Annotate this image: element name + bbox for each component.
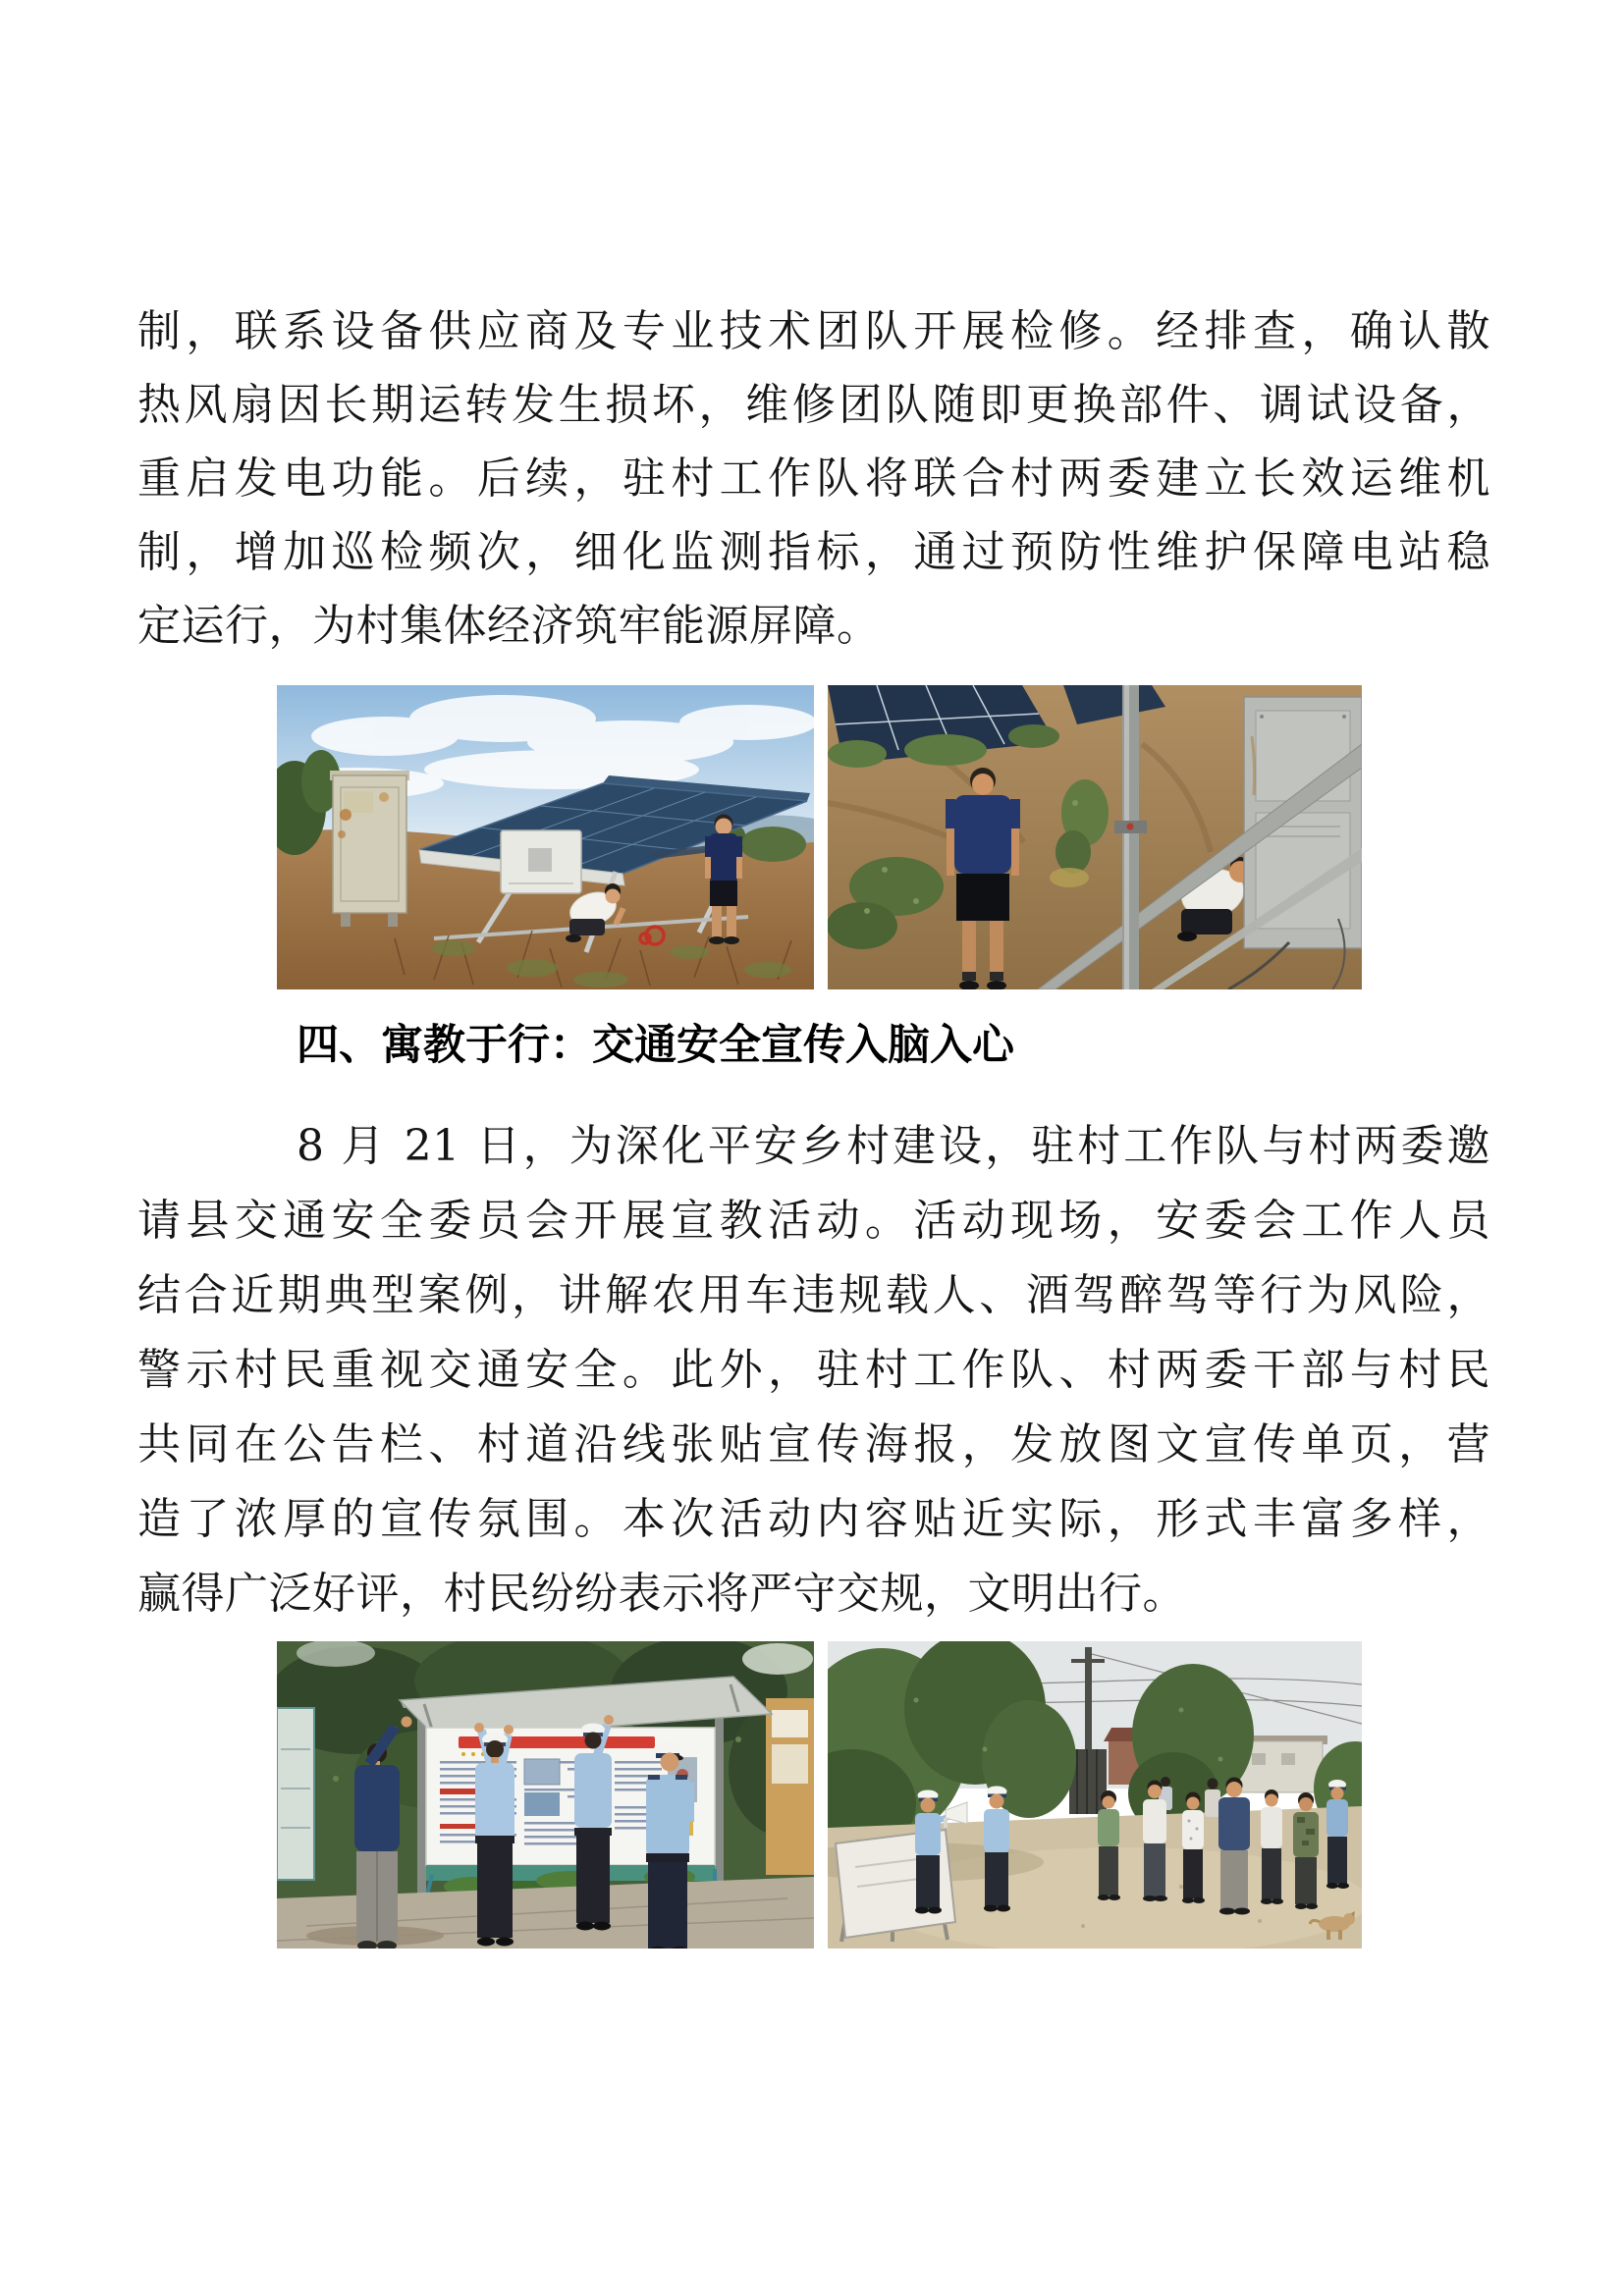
equipment-cabinet [330, 771, 409, 927]
paragraph-traffic-safety [137, 1109, 1490, 1631]
text-line: 制，联系设备供应商及专业技术团队开展检修。经排查，确认散 [137, 306, 1490, 356]
photo-solar-station-closeup [828, 685, 1362, 989]
text-line: 重启发电功能。后续，驻村工作队将联合村两委建立长效运维机 [137, 454, 1490, 504]
photo-row-solar [277, 685, 1362, 989]
photo-road-lecture [828, 1641, 1362, 1949]
text-line: 造了浓厚的宣传氛围。本次活动内容贴近实际，形式丰富多样， [137, 1494, 1490, 1544]
text-line: 定运行，为村集体经济筑牢能源屏障。 [137, 601, 881, 651]
text-line: 热风扇因长期运转发生损坏，维修团队随即更换部件、调试设备， [137, 380, 1490, 430]
person-villager-navy [1218, 1778, 1250, 1915]
text-line: 8 月 21 日，为深化平安乡村建设，驻村工作队与村两委邀 [297, 1121, 1490, 1171]
inverter-box [501, 830, 581, 893]
section-heading: 四、寓教于行：交通安全宣传入脑入心 [297, 1021, 1014, 1070]
photo-bulletin-board [277, 1641, 814, 1949]
text-line: 赢得广泛好评，村民纷纷表示将严守交规，文明出行。 [137, 1569, 1186, 1619]
text-line: 共同在公告栏、村道沿线张贴宣传海报，发放图文宣传单页，营 [137, 1419, 1490, 1469]
photo-row-traffic [277, 1641, 1362, 1949]
person-villager-white-tee [1261, 1789, 1283, 1904]
side-poster-stand [766, 1698, 814, 1875]
photo-solar-station-wide [277, 685, 814, 989]
text-line: 警示村民重视交通安全。此外，驻村工作队、村两委干部与村民 [137, 1345, 1490, 1395]
text-line: 结合近期典型案例，讲解农用车违规载人、酒驾醉驾等行为风险， [137, 1270, 1490, 1320]
text-line: 请县交通安全委员会开展宣教活动。活动现场，安委会工作人员 [137, 1196, 1490, 1246]
paragraph-maintenance [137, 294, 1490, 663]
side-notice-board [277, 1708, 314, 1880]
text-line: 制，增加巡检频次，细化监测指标，通过预防性维护保障电站稳 [137, 527, 1490, 577]
